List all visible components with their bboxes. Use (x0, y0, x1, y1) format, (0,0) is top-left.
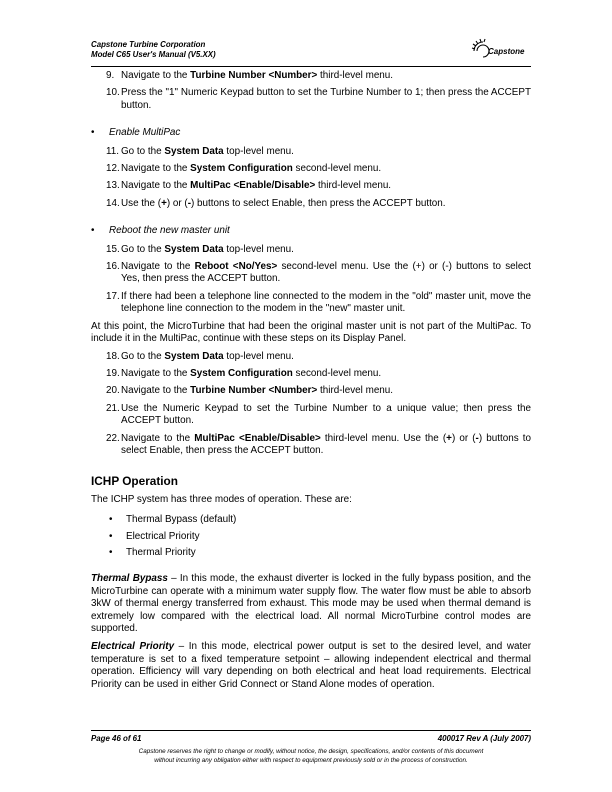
capstone-logo (469, 38, 531, 64)
step-item (91, 70, 531, 82)
disclaimer-line: Capstone reserves the right to change or modify, without notice, the design, specifications, and/or contents of this document (138, 748, 484, 755)
menu-name: Reboot <No/Yes> (194, 261, 278, 273)
step-text: Go to the (121, 243, 165, 255)
step-text: Navigate to the (121, 261, 195, 273)
minus-symbol: - (475, 432, 479, 444)
list-item (91, 531, 531, 543)
step-text: Press the "1" Numeric Keypad button to set the Turbine Number to 1; then press the ACCEPT button. (121, 87, 531, 111)
menu-name: System Data (164, 350, 224, 362)
company-name: Capstone Turbine Corporation (91, 40, 206, 49)
step-text: Navigate to the (121, 385, 191, 397)
step-text: second-level menu. Use the (+) or (-) buttons to select Yes, then press the ACCEPT button. (121, 261, 531, 285)
step-text: Navigate to the (121, 367, 191, 379)
page-header (91, 38, 531, 66)
step-number: 19. (106, 367, 120, 379)
bullet-dot: • (109, 530, 113, 542)
menu-name: MultiPac <Enable/Disable> (194, 432, 321, 444)
step-item (91, 198, 531, 210)
menu-name: System Configuration (190, 367, 293, 379)
step-text: Use the ( (121, 197, 162, 209)
plus-symbol: + (161, 197, 167, 209)
step-text: third-level menu. (315, 180, 392, 192)
step-item (91, 351, 531, 363)
step-text: third-level menu. Use the ( (320, 432, 447, 444)
term-description: – In this mode, the exhaust diverter is locked in the fully bypass position, and the MicroTurbine can operate with a minimum water supply flow. The water flow must be able to absorb 3kW of thermal energy transferred from exhaust. This mode may be used when thermal demand is extremely low compared with the electrical load. All normal MicroTurbine control modes are supported. (91, 573, 531, 634)
footer-disclaimer (91, 748, 531, 765)
bullet-enable-multipac (91, 127, 531, 139)
step-text: ) buttons to select Enable, then press the ACCEPT button. (191, 197, 446, 209)
step-text: Navigate to the (121, 180, 191, 192)
term: Electrical Priority (91, 641, 175, 653)
bullet-dot: • (91, 127, 95, 139)
step-text: Navigate to the (121, 163, 191, 175)
page-body (91, 70, 531, 695)
menu-name: System Data (164, 145, 224, 157)
minus-symbol: - (187, 197, 192, 209)
plus-symbol: + (446, 432, 452, 444)
mode-name: Thermal Bypass (default) (126, 514, 237, 526)
step-text: second-level menu. (292, 163, 382, 175)
step-text: third-level menu. (317, 385, 394, 397)
step-item (91, 87, 531, 112)
bullet-dot: • (109, 546, 113, 558)
step-number: 13. (106, 180, 120, 192)
menu-name: Turbine Number <Number> (190, 70, 318, 81)
step-number: 11. (106, 145, 119, 157)
step-text: ) buttons to select Enable, then press the ACCEPT button. (121, 432, 531, 456)
step-item (91, 433, 531, 458)
menu-name: System Data (164, 243, 224, 255)
step-number: 14. (106, 197, 120, 209)
mode-name: Electrical Priority (126, 530, 200, 542)
step-text: Go to the (121, 145, 165, 157)
step-text: top-level menu. (223, 350, 294, 362)
bullet-label: Enable MultiPac (109, 127, 181, 139)
step-number: 20. (106, 385, 120, 397)
logo-wordmark: Capstone (488, 47, 525, 56)
list-item (91, 514, 531, 526)
step-text: ) or ( (451, 432, 476, 444)
term: Thermal Bypass (91, 573, 168, 585)
step-item (91, 163, 531, 175)
electrical-priority-paragraph (91, 641, 531, 691)
bullet-label: Reboot the new master unit (109, 225, 230, 237)
step-text: Navigate to the (121, 432, 195, 444)
mode-list (91, 514, 531, 559)
step-text: second-level menu. (292, 367, 382, 379)
step-text: Use the Numeric Keypad to set the Turbine Number to a unique value; then press the ACCEPT button. (121, 402, 531, 427)
list-item (91, 547, 531, 559)
step-item (91, 180, 531, 192)
step-item (91, 261, 531, 286)
menu-name: System Configuration (190, 163, 293, 175)
disclaimer-line: without incurring any obligation either with respect to equipment previously sold or in the process of construction. (154, 756, 468, 764)
step-text: third-level menu. (317, 70, 394, 81)
step-number: 9. (106, 70, 115, 81)
step-number: 22. (106, 432, 120, 444)
step-text: top-level menu. (223, 243, 294, 255)
step-number: 12. (106, 163, 120, 175)
term-description: – In this mode, electrical power output is set to the desired level, and water temperature is set to a fixed temperature setpoint – allowing independent electrical and thermal operation. Efficiency will vary depending on both electrical and heat load requirements. Electrical Priority can be used in either Grid Connect or Stand Alone modes of operation. (91, 641, 532, 690)
step-number: 15. (106, 243, 120, 255)
step-item (91, 385, 531, 397)
step-text: ) or ( (166, 197, 188, 209)
paragraph-original-master: At this point, the MicroTurbine that had been the original master unit is not part of the MultiPac. To include it in the MultiPac, continue with these steps on its Display Panel. (91, 320, 531, 345)
step-item (91, 403, 531, 428)
step-text: Go to the (121, 350, 165, 362)
thermal-bypass-paragraph (91, 573, 531, 635)
step-number: 16. (106, 261, 120, 273)
document-revision: 400017 Rev A (July 2007) (437, 734, 531, 743)
step-text: Navigate to the (121, 70, 191, 81)
step-number: 21. (106, 402, 120, 414)
menu-name: Turbine Number <Number> (190, 385, 318, 397)
bullet-dot: • (109, 514, 113, 526)
step-number: 10. (106, 87, 120, 99)
bullet-dot: • (91, 225, 95, 237)
step-item (91, 146, 531, 158)
ichp-intro: The ICHP system has three modes of operation. These are: (91, 493, 352, 505)
step-item (91, 368, 531, 380)
step-item (91, 291, 531, 316)
step-text: If there had been a telephone line connected to the modem in the "old" master unit, move the telephone line connection to the modem in the "new" master unit. (121, 290, 531, 315)
mode-name: Thermal Priority (126, 546, 196, 558)
step-number: 17. (106, 290, 120, 302)
footer-divider (91, 730, 531, 731)
header-divider (91, 66, 531, 67)
menu-name: MultiPac <Enable/Disable> (190, 180, 316, 192)
section-heading-ichp: ICHP Operation (91, 474, 178, 489)
step-text: top-level menu. (223, 145, 294, 157)
step-number: 18. (106, 350, 120, 362)
manual-title: Model C65 User's Manual (V5.XX) (91, 50, 216, 59)
step-item (91, 244, 531, 256)
bullet-reboot-master (91, 225, 531, 237)
page-number: Page 46 of 61 (91, 734, 142, 743)
